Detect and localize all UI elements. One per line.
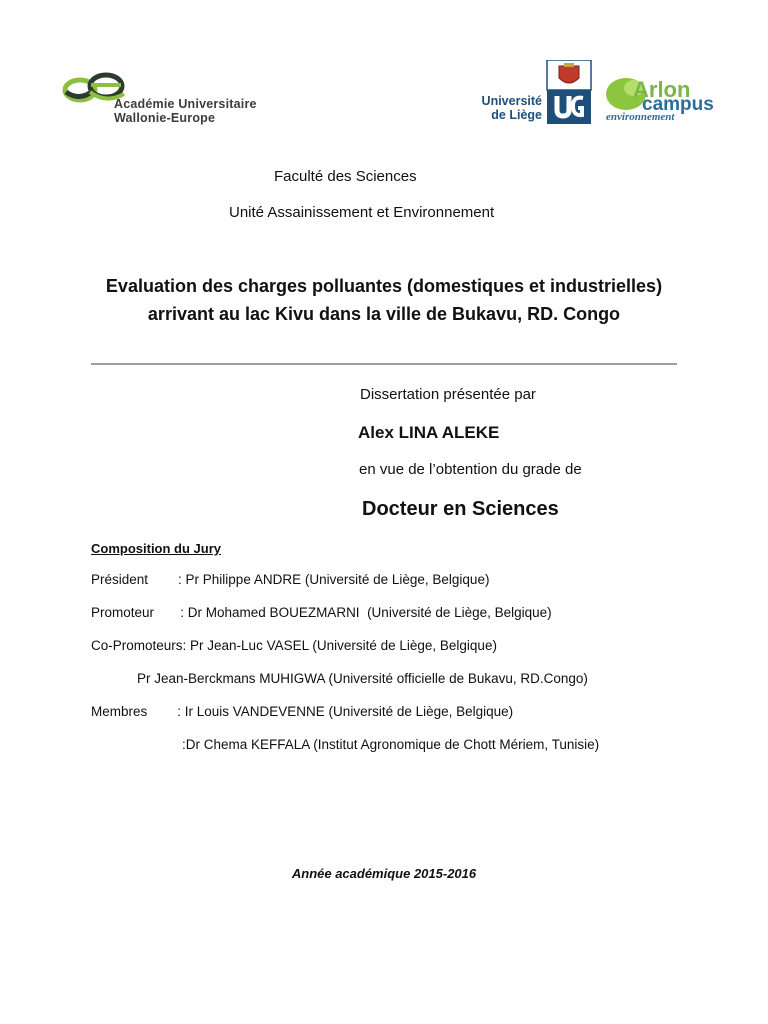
academie-universitaire-logo [58,68,268,128]
academic-year: Année académique 2015-2016 [291,866,477,881]
ulg-line1: Université [481,94,542,108]
title-divider [91,363,677,365]
unit-name: Unité Assainissement et Environnement [229,204,495,221]
jury-row-membre-2: :Dr Chema KEFFALA (Institut Agronomique de Chott Mériem, Tunisie) [182,737,600,752]
thesis-title-line1: Evaluation des charges polluantes (domestiques et industrielles) [105,276,663,296]
purpose-label: en vue de l’obtention du grade de [359,461,582,478]
arlon-campus-logo [604,74,714,126]
jury-heading: Composition du Jury [91,541,221,556]
author-name: Alex LINA ALEKE [358,423,500,442]
universite-de-liege-logo [472,60,597,126]
presented-by-label: Dissertation présentée par [360,386,536,403]
ulg-line2: de Liège [491,108,542,122]
jury-row-president: Président : Pr Philippe ANDRE (Université de Liège, Belgique) [91,572,490,587]
ulg-crest-icon [545,60,593,124]
faculty-name: Faculté des Sciences [274,168,417,185]
auwe-line1: Académie Universitaire [114,97,257,111]
arlon-word: Arlon [633,77,691,102]
auwe-line2: Wallonie-Europe [114,111,216,125]
jury-row-membres: Membres : Ir Louis VANDEVENNE (Université de Liège, Belgique) [91,704,514,719]
jury-row-co-promoteurs: Co-Promoteurs: Pr Jean-Luc VASEL (Université de Liège, Belgique) [91,638,497,653]
environnement-word: environnement [606,111,675,123]
thesis-title-line2: arrivant au lac Kivu dans la ville de Bukavu, RD. Congo [147,304,621,324]
jury-row-promoteur: Promoteur : Dr Mohamed BOUEZMARNI (Université de Liège, Belgique) [91,605,552,620]
jury-row-co-promoteur-2: Pr Jean-Berckmans MUHIGWA (Université officielle de Bukavu, RD.Congo) [137,671,588,686]
campus-word: campus [642,94,714,115]
degree-title: Docteur en Sciences [362,498,559,520]
